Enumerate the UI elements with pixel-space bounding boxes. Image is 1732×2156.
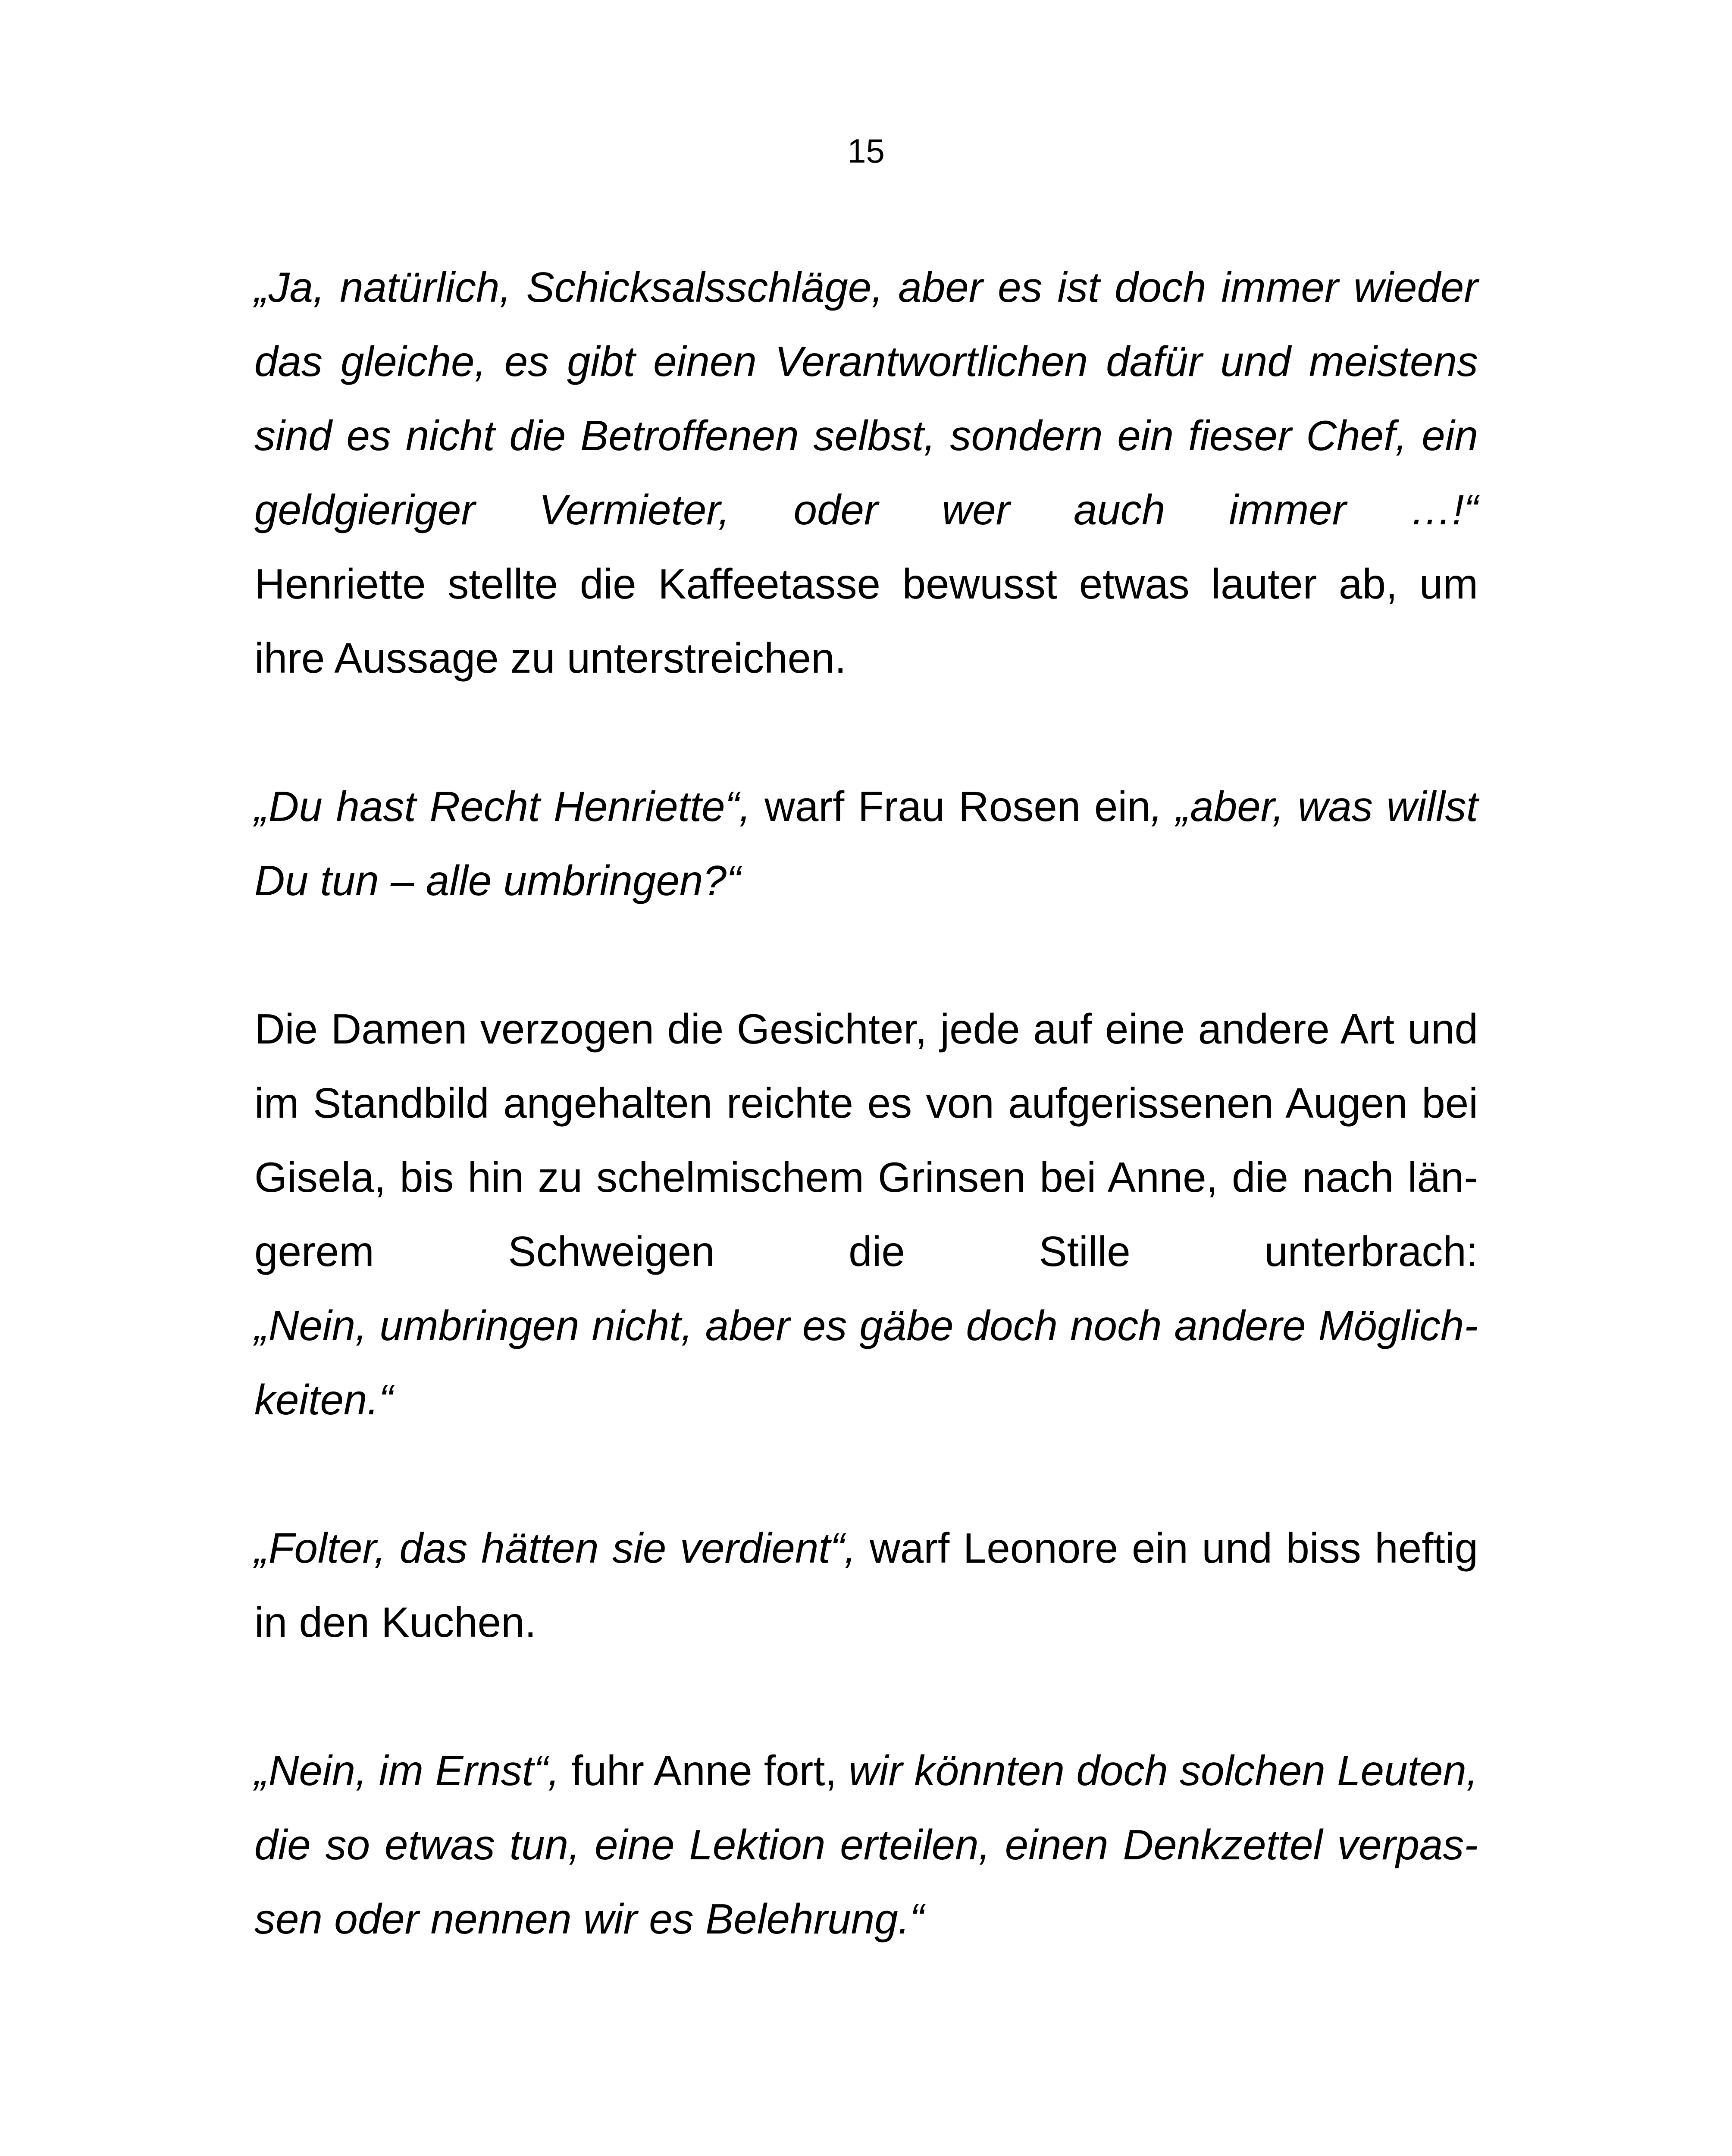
body-text xyxy=(254,250,1478,1956)
text-line xyxy=(254,250,1478,324)
text-run: Henriette stellte die Kaffeetasse bewusst etwas lauter ab, um xyxy=(254,560,1478,608)
paragraph xyxy=(254,992,1478,1437)
italic-text-run: sen oder nennen wir es Belehrung.“ xyxy=(254,1895,924,1943)
text-line xyxy=(254,1585,1478,1659)
paragraph xyxy=(254,1511,1478,1659)
italic-text-run: „Du hast Recht Henriette“, xyxy=(254,783,751,830)
text-line xyxy=(254,1214,1478,1288)
text-run: warf Leonore ein und biss heftig xyxy=(856,1524,1478,1572)
italic-text-run: „Ja, natürlich, Schicksalsschläge, aber es ist doch immer wieder xyxy=(254,263,1478,311)
italic-text-run: , „aber, was willst xyxy=(1150,783,1478,830)
text-line xyxy=(254,1882,1478,1956)
text-run: fuhr Anne fort, xyxy=(559,1747,849,1794)
text-line xyxy=(254,843,1478,918)
italic-text-run: sind es nicht die Betroffenen selbst, sondern ein fieser Chef, ein xyxy=(254,412,1478,459)
italic-text-run: keiten.“ xyxy=(254,1376,393,1423)
text-line xyxy=(254,1733,1478,1808)
italic-text-run: geldgieriger Vermieter, oder wer auch immer …!“ xyxy=(254,486,1478,533)
text-line xyxy=(254,1140,1478,1214)
text-line xyxy=(254,1511,1478,1585)
text-run: in den Kuchen. xyxy=(254,1598,536,1646)
text-line xyxy=(254,1363,1478,1437)
text-line xyxy=(254,769,1478,843)
italic-text-run: „Nein, im Ernst“, xyxy=(254,1747,560,1794)
italic-text-run: „Nein, umbringen nicht, aber es gäbe doch noch andere Möglich- xyxy=(254,1302,1478,1349)
text-line xyxy=(254,1288,1478,1363)
text-run: gerem Schweigen die Stille unterbrach: xyxy=(254,1228,1478,1275)
paragraph xyxy=(254,769,1478,918)
text-line xyxy=(254,992,1478,1066)
paragraph xyxy=(254,1733,1478,1956)
paragraph xyxy=(254,250,1478,695)
text-line xyxy=(254,398,1478,473)
text-run: Gisela, bis hin zu schelmischem Grinsen bei Anne, die nach län- xyxy=(254,1153,1478,1201)
text-line xyxy=(254,547,1478,621)
text-line xyxy=(254,324,1478,398)
text-line xyxy=(254,1808,1478,1882)
italic-text-run: Du tun – alle umbringen?“ xyxy=(254,857,741,904)
text-run: Die Damen verzogen die Gesichter, jede auf eine andere Art und xyxy=(254,1005,1478,1053)
italic-text-run: das gleiche, es gibt einen Verantwortlichen dafür und meistens xyxy=(254,338,1478,385)
text-line xyxy=(254,621,1478,695)
text-run: warf Frau Rosen ein xyxy=(751,783,1151,830)
text-run: im Standbild angehalten reichte es von aufgerissenen Augen bei xyxy=(254,1079,1478,1127)
page-number: 15 xyxy=(847,132,885,170)
text-line xyxy=(254,473,1478,547)
italic-text-run: die so etwas tun, eine Lektion erteilen, einen Denkzettel verpas- xyxy=(254,1821,1478,1868)
italic-text-run: wir könnten doch solchen Leuten, xyxy=(848,1747,1478,1794)
text-line xyxy=(254,1066,1478,1140)
italic-text-run: „Folter, das hätten sie verdient“, xyxy=(254,1524,856,1572)
text-run: ihre Aussage zu unterstreichen. xyxy=(254,634,846,682)
